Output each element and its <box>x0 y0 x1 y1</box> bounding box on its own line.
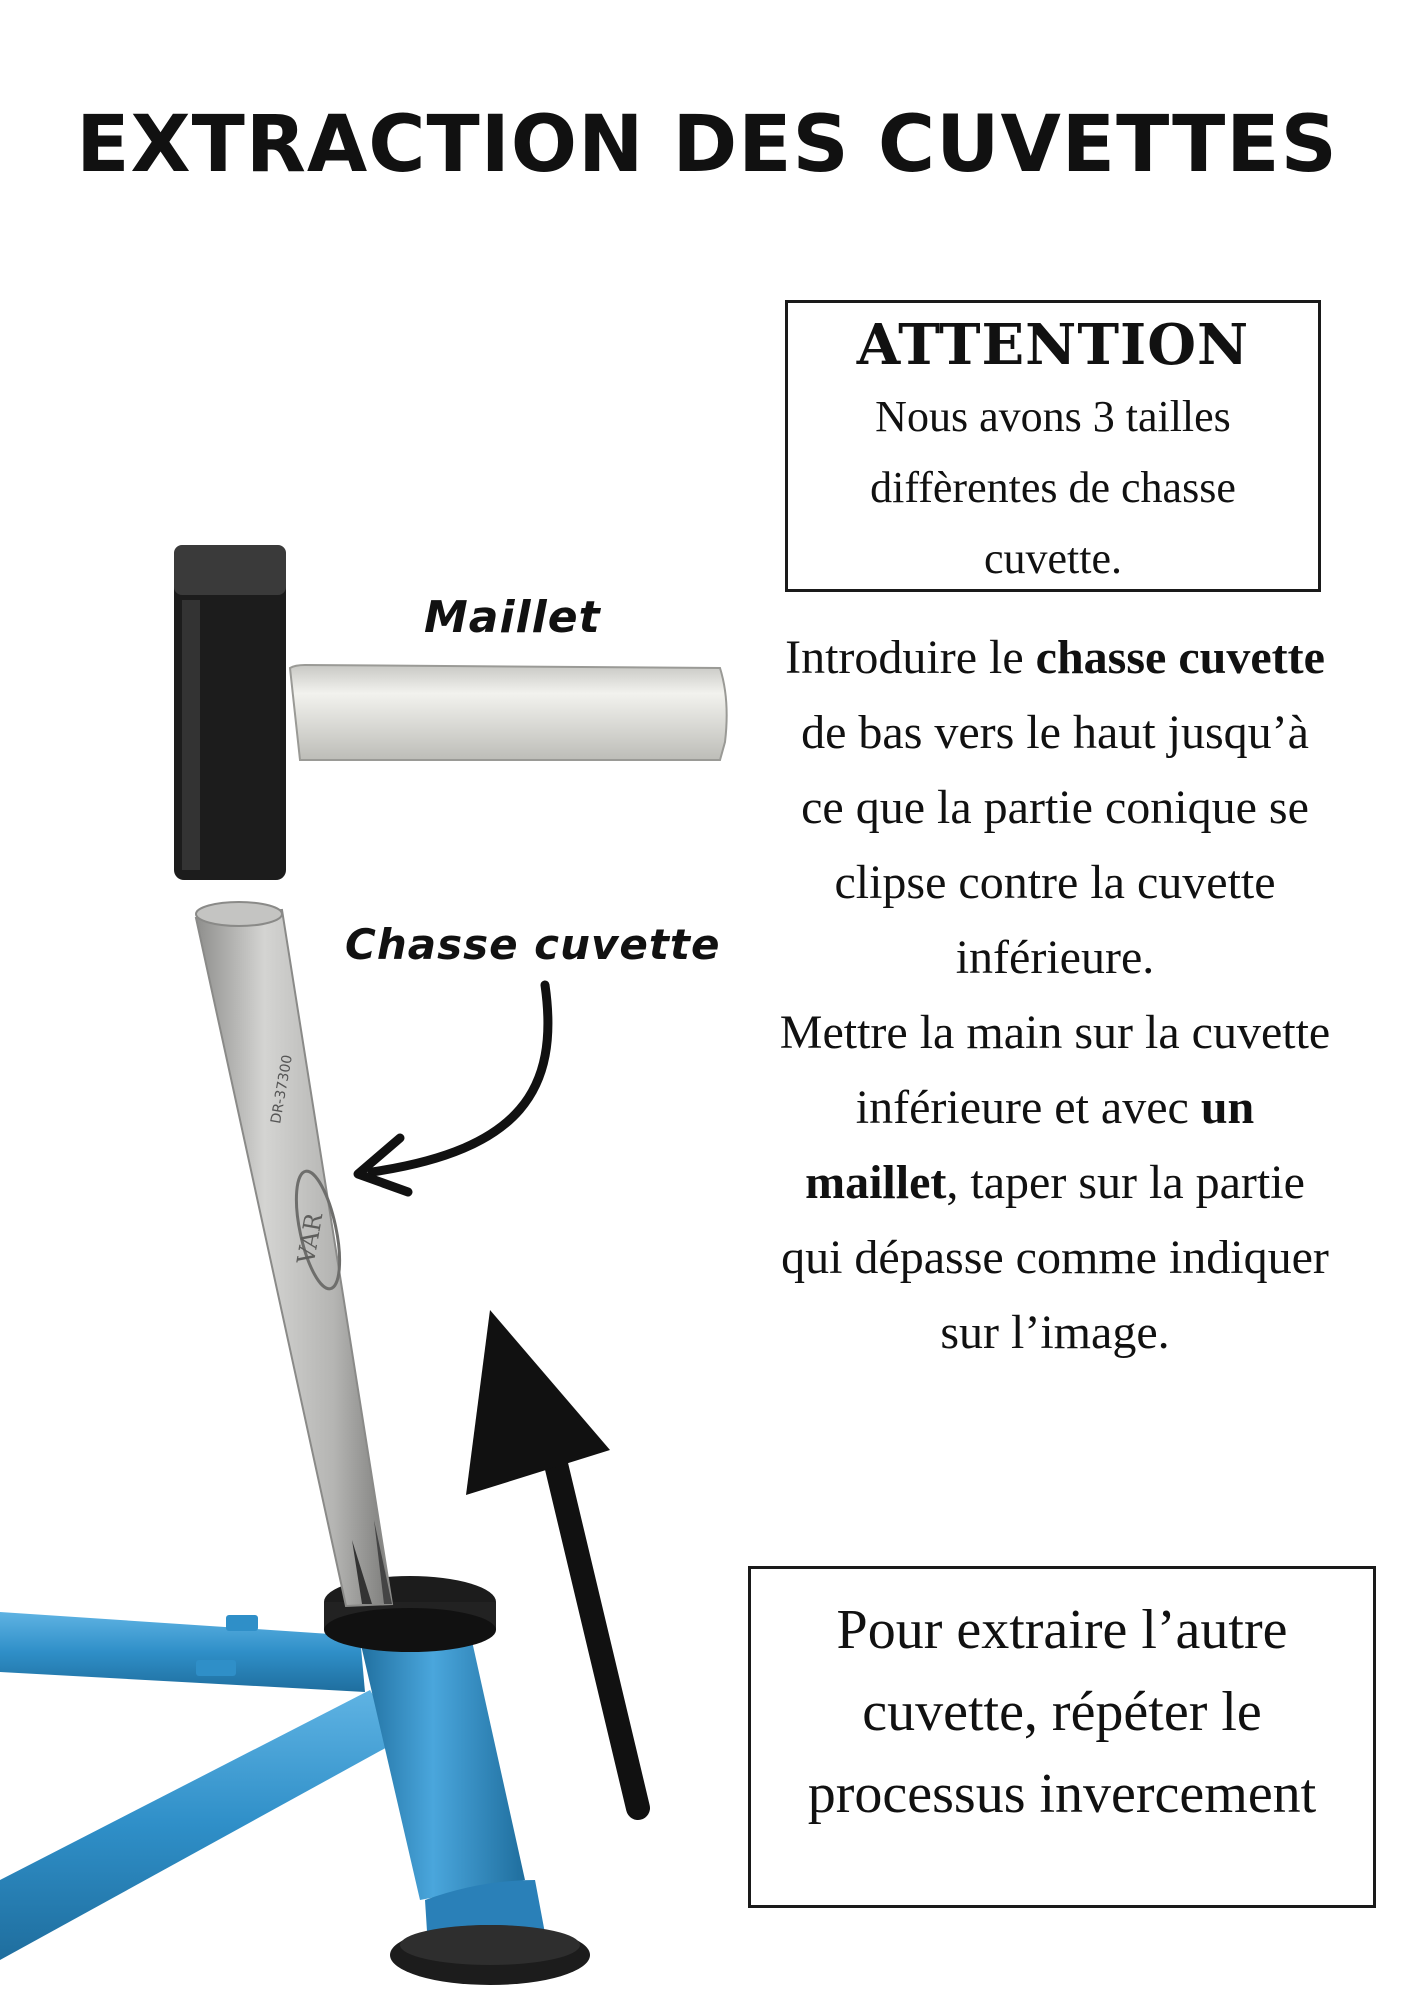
page-title: EXTRACTION DES CUVETTES <box>76 100 1338 190</box>
repeat-note-box <box>748 1566 1376 1908</box>
instruction-1-text-a: Introduire le <box>785 631 1036 684</box>
instruction-2-text-a: Mettre la main sur la cuvette inférieure et avec <box>779 1006 1331 1134</box>
tool-illustration <box>0 520 760 2000</box>
instruction-step-2 <box>775 995 1335 1370</box>
instructions <box>775 620 1335 1370</box>
bike-frame-image <box>0 1576 590 1985</box>
tool-model-mark: DR-37300 <box>268 1053 296 1125</box>
repeat-note-text: Pour extraire l’autre cuvette, répéter le processus invercement <box>807 1599 1317 1825</box>
label-chasse-cuvette: Chasse cuvette <box>345 920 721 969</box>
instruction-1-highlight: chasse cuvette <box>1035 631 1325 684</box>
attention-heading: ATTENTION <box>856 312 1250 378</box>
instruction-step-1 <box>775 620 1335 995</box>
attention-text: Nous avons 3 tailles diffèrentes de chasse cuvette. <box>870 392 1236 583</box>
instruction-1-text-c: de bas vers le haut jusqu’à ce que la partie conique se clipse contre la cuvette inférieure. <box>801 706 1309 984</box>
instruction-2-highlight: un maillet <box>805 1081 1255 1209</box>
curved-arrow-icon <box>358 985 548 1192</box>
label-maillet: Maillet <box>424 592 601 643</box>
chasse-cuvette-image <box>196 902 392 1606</box>
attention-box <box>785 300 1321 592</box>
instruction-2-text-c: , taper sur la partie qui dépasse comme indiquer sur l’image. <box>781 1156 1329 1359</box>
tool-brand-mark: VAR <box>291 1211 329 1267</box>
